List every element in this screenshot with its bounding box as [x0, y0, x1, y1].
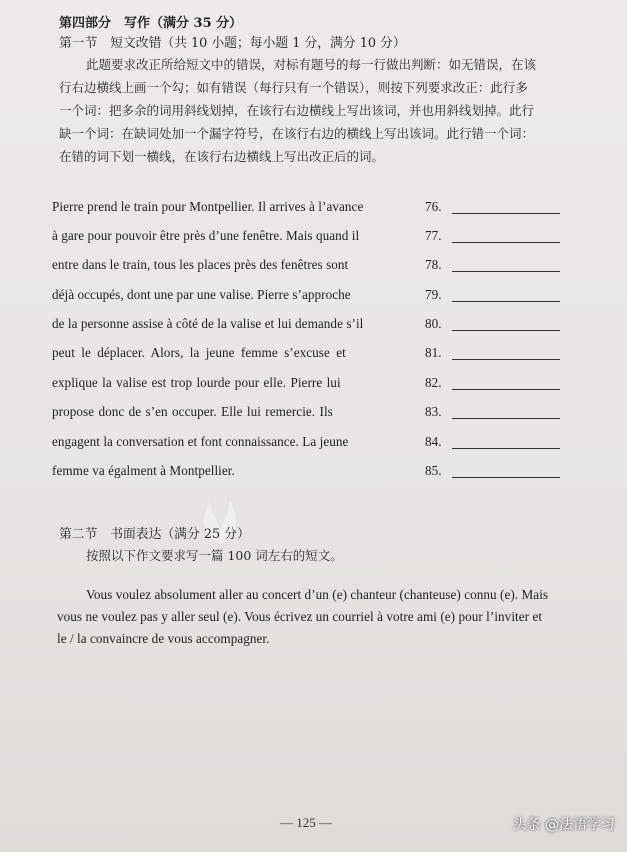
answer-blank[interactable]: [452, 213, 560, 214]
passage-line: explique la valise est trop lourde pour elle. Pierre lui: [52, 375, 341, 390]
question-number: 78.: [425, 257, 442, 272]
question-number: 80.: [425, 316, 442, 331]
passage-line: peut le déplacer. Alors, la jeune femme s’excuse et: [52, 345, 346, 360]
watermark: 头条 @法语学习: [512, 817, 615, 833]
question-number: 82.: [425, 375, 442, 390]
passage-line: à gare pour pouvoir être près d’une fenêtre. Mais quand il: [52, 228, 360, 243]
section-1-title: 第一节 短文改错（共 10 小题；每小题 1 分，满分 10 分）: [59, 36, 406, 51]
passage-line: Pierre prend le train pour Montpellier. Il arrives à l’avance: [52, 199, 364, 214]
prompt-line: vous ne voulez pas y aller seul (e). Vous écrivez un courriel à votre ami (e) pour l’inviter et: [57, 609, 543, 624]
passage-line: entre dans le train, tous les places près des fenêtres sont: [52, 257, 349, 272]
instruction-line: 一个词：把多余的词用斜线划掉，在该行右边横线上写出该词，并也用斜线划掉。此行: [59, 103, 535, 118]
answer-blank[interactable]: [452, 448, 560, 449]
answer-blank[interactable]: [452, 359, 560, 360]
instruction-line: 此题要求改正所给短文中的错误，对标有题号的每一行做出判断：如无错误，在该: [86, 57, 537, 72]
prompt-line: le / la convaincre de vous accompagner.: [57, 631, 270, 646]
question-number: 81.: [425, 345, 442, 360]
question-number: 79.: [425, 287, 442, 302]
answer-blank[interactable]: [452, 330, 560, 331]
passage-line: femme va égalment à Montpellier.: [52, 463, 235, 478]
question-number: 76.: [425, 199, 442, 214]
answer-blank[interactable]: [452, 418, 560, 419]
section-4-title: 第四部分 写作（满分 35 分）: [59, 16, 243, 31]
page-number: — 125 —: [280, 815, 332, 830]
question-number: 83.: [425, 404, 442, 419]
instruction-line: 缺一个词：在缺词处加一个漏字符号，在该行右边的横线上写出该词。此行错一个词：: [59, 126, 535, 141]
section-2-instruction: 按照以下作文要求写一篇 100 词左右的短文。: [86, 548, 343, 563]
passage-line: engagent la conversation et font connaissance. La jeune: [52, 434, 349, 449]
answer-blank[interactable]: [452, 242, 560, 243]
prompt-line: Vous voulez absolument aller au concert d’un (e) chanteur (chanteuse) connu (e). Mais: [86, 587, 549, 602]
answer-blank[interactable]: [452, 301, 560, 302]
answer-blank[interactable]: [452, 477, 560, 478]
section-2-title: 第二节 书面表达（满分 25 分）: [59, 527, 250, 542]
answer-blank[interactable]: [452, 271, 560, 272]
answer-blank[interactable]: [452, 389, 560, 390]
question-number: 77.: [425, 228, 442, 243]
passage-line: déjà occupés, dont une par une valise. Pierre s’approche: [52, 287, 351, 302]
passage-line: de la personne assise à côté de la valise et lui demande s’il: [52, 316, 364, 331]
question-number: 85.: [425, 463, 442, 478]
passage-line: propose donc de s’en occuper. Elle lui remercie. Ils: [52, 404, 333, 419]
instruction-line: 在错的词下划一横线，在该行右边横线上写出改正后的词。: [59, 149, 385, 164]
instruction-line: 行右边横线上画一个勾；如有错误（每行只有一个错误），则按下列要求改正：此行多: [59, 80, 528, 95]
question-number: 84.: [425, 434, 442, 449]
